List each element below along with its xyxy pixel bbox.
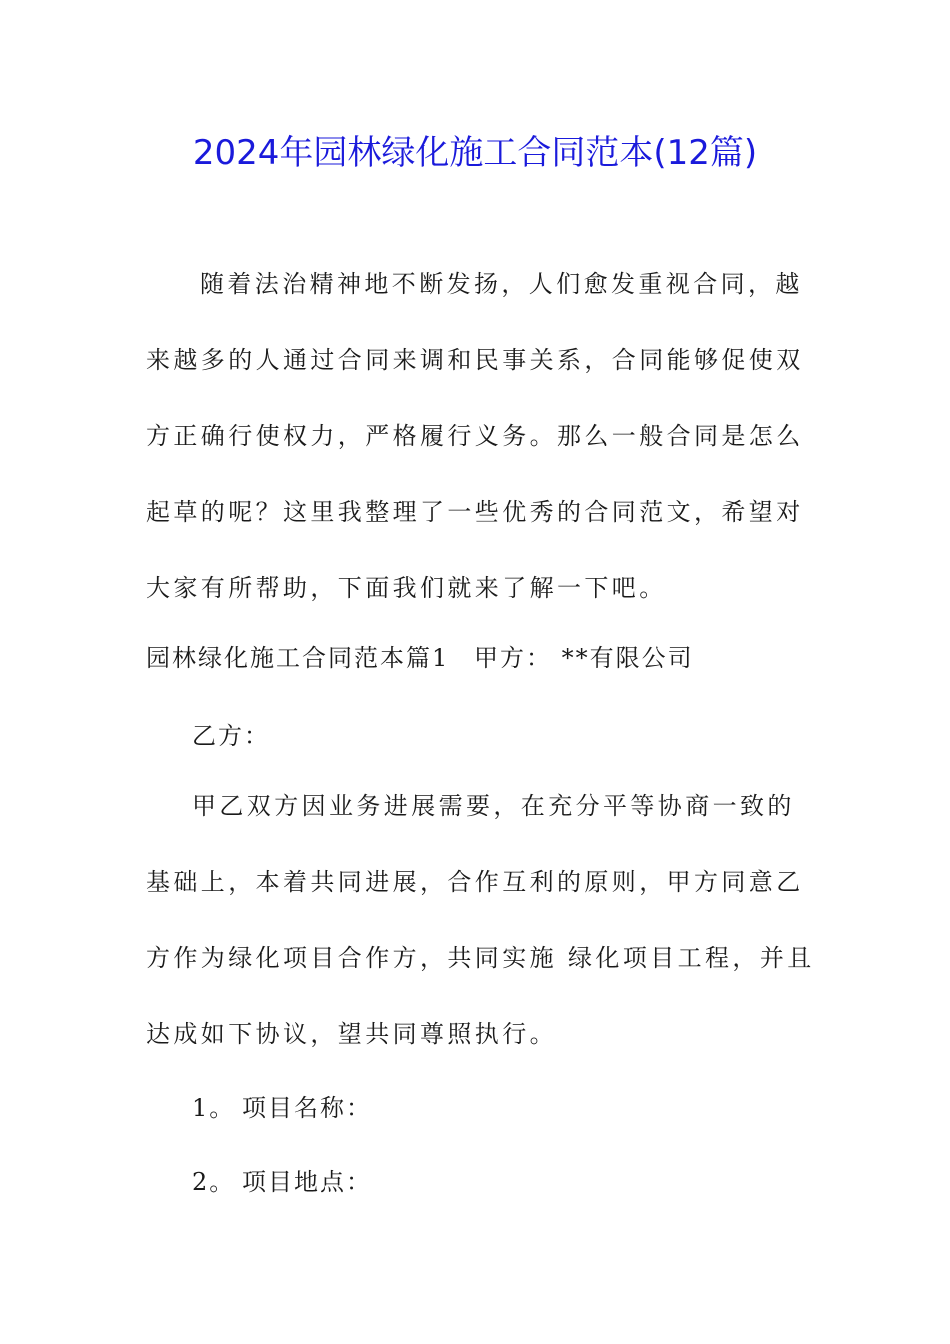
list-item-number: 2。 — [192, 1168, 236, 1196]
agreement-paragraph: 甲乙双方因业务进展需要，在充分平等协商一致的基础上，本着共同进展，合作互利的原则，甲方同意乙方作为绿化项目合作方，共同实施 绿化项目工程，并且达成如下协议，望共同尊照执行。 — [146, 792, 815, 1048]
list-item-label: 项目地点： — [242, 1168, 372, 1196]
document-title: 2024年园林绿化施工合同范本(12篇) — [192, 133, 758, 173]
party-b-line: 乙方： — [192, 722, 270, 750]
list-item-label: 项目名称： — [242, 1094, 372, 1122]
intro-paragraph: 随着法治精神地不断发扬，人们愈发重视合同，越来越多的人通过合同来调和民事关系，合同能够促使双方正确行使权力，严格履行义务。那么一般合同是怎么起草的呢？这里我整理了一些优秀的合同范文，希望对大家有所帮助，下面我们就来了解一下吧。 — [146, 270, 804, 602]
section-heading: 园林绿化施工合同范本篇1 — [146, 644, 450, 672]
list-item — [192, 1162, 372, 1202]
list-item-number: 1。 — [192, 1094, 236, 1122]
party-a-line: 甲方： **有限公司 — [474, 644, 694, 672]
list-item — [192, 1088, 372, 1128]
